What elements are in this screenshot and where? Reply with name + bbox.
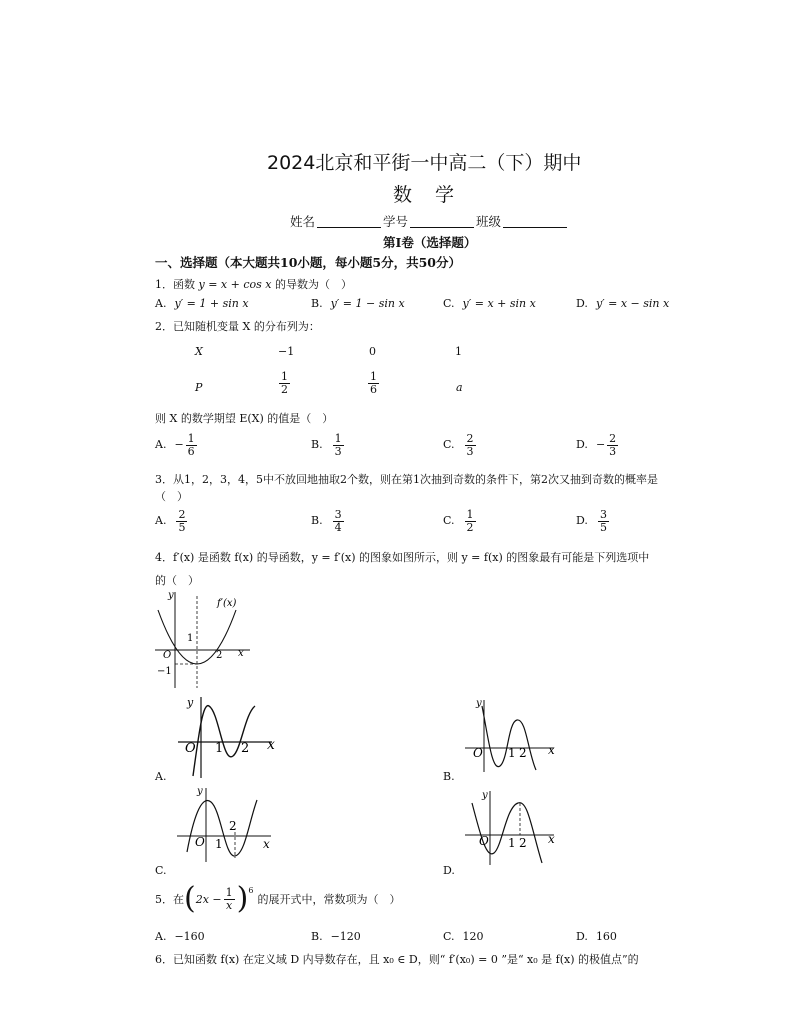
y-label: y xyxy=(168,590,174,601)
q5-stem xyxy=(155,881,401,916)
exam-title: 2024北京和平街一中高二（下）期中 xyxy=(267,152,582,174)
denominator: 4 xyxy=(334,520,342,534)
origin-label: O xyxy=(473,746,483,760)
option-sign: − xyxy=(595,438,606,452)
two-label: 2 xyxy=(216,650,223,661)
q2-table-x3: 1 xyxy=(455,345,462,358)
two-label: 2 xyxy=(519,836,527,850)
x-label: x xyxy=(238,648,244,659)
left-paren: ( xyxy=(184,881,196,916)
q4-option-b-label[interactable]: B. xyxy=(443,770,455,783)
right-paren: ) xyxy=(236,881,249,916)
option-label: A. xyxy=(155,438,167,452)
denominator: 3 xyxy=(334,444,342,458)
two-label: 2 xyxy=(229,819,237,833)
numerator: 2 xyxy=(609,432,617,445)
denominator: x xyxy=(226,898,233,912)
name-label: 姓名 xyxy=(290,214,316,229)
q3-stem-line2: （ ） xyxy=(155,490,188,503)
q2-table-p2 xyxy=(366,371,381,395)
volume-title: 第I卷（选择题） xyxy=(383,235,477,250)
q4-graph-a[interactable] xyxy=(175,692,285,782)
option-sign: − xyxy=(174,438,184,452)
option-label: B. xyxy=(311,514,323,528)
denominator: 6 xyxy=(370,382,377,396)
class-label: 班级 xyxy=(476,214,502,229)
denominator: 5 xyxy=(178,520,186,534)
option-label: C. xyxy=(443,297,455,310)
option-label: D. xyxy=(576,438,588,452)
q1-stem-c: 的导数为（ ） xyxy=(274,278,352,291)
q1-stem-a: 1．函数 xyxy=(155,278,195,291)
q4-graph-d[interactable] xyxy=(462,785,562,867)
q2-table-x2: 0 xyxy=(369,345,376,358)
q2-table-p1 xyxy=(277,371,292,395)
option-label: B. xyxy=(311,930,323,943)
q5-option-b[interactable] xyxy=(311,930,361,943)
q2-table-p3: a xyxy=(456,381,463,394)
id-label: 学号 xyxy=(383,214,409,229)
one-label: 1 xyxy=(215,837,223,851)
q4-option-a-label[interactable]: A. xyxy=(155,770,167,783)
subject-title: 数 学 xyxy=(393,184,457,206)
numerator: 3 xyxy=(334,508,342,521)
q5-stem-a: 5．在 xyxy=(155,893,184,906)
option-label: A. xyxy=(155,514,167,528)
q1-function: y = x + cos x xyxy=(198,278,272,291)
option-label: C. xyxy=(443,930,455,943)
option-label: A. xyxy=(155,930,167,943)
q4-stem-line1: 4．f′(x) 是函数 f(x) 的导函数，y = f′(x) 的图象如图所示，则 y = f(x) 的图象最有可能是下列选项中 xyxy=(155,551,650,564)
denominator: 3 xyxy=(609,444,617,458)
q2-table-x1: −1 xyxy=(278,345,295,358)
one-label: 1 xyxy=(508,746,516,760)
origin-label: O xyxy=(195,835,205,849)
section-title: 一、选择题（本大题共10小题，每小题5分，共50分） xyxy=(155,255,461,270)
q1-stem xyxy=(155,276,352,292)
q3-option-c[interactable] xyxy=(443,509,478,533)
numerator: 1 xyxy=(370,370,377,383)
numerator: 1 xyxy=(187,432,195,445)
q3-stem-line1: 3．从1，2，3，4，5中不放回地抽取2个数，则在第1次抽到奇数的条件下，第2次又抽到奇数的概率是 xyxy=(155,473,658,486)
q4-option-c-label[interactable]: C. xyxy=(155,864,167,877)
numerator: 1 xyxy=(334,432,342,445)
y-label: y xyxy=(197,786,203,797)
name-blank[interactable] xyxy=(317,215,381,228)
two-label: 2 xyxy=(519,746,527,760)
q2-table-p-header: P xyxy=(195,381,203,394)
q2-table-x-header: X xyxy=(195,345,203,358)
option-label: D. xyxy=(576,297,588,310)
option-label: C. xyxy=(443,438,455,452)
origin-label: O xyxy=(479,834,489,848)
option-text: 120 xyxy=(462,930,484,943)
q4-option-d-label[interactable]: D. xyxy=(443,864,455,877)
denominator: 2 xyxy=(281,382,288,396)
q2-option-b[interactable] xyxy=(311,433,346,457)
q1-option-c[interactable] xyxy=(443,297,536,310)
y-label: y xyxy=(187,696,194,709)
student-info-line xyxy=(290,212,569,230)
id-blank[interactable] xyxy=(410,215,474,228)
option-text: y′ = x − sin x xyxy=(595,297,670,310)
two-label: 2 xyxy=(241,741,250,756)
numerator: 2 xyxy=(466,432,474,445)
option-text: y′ = 1 + sin x xyxy=(174,297,249,310)
derivative-graph-figure xyxy=(150,588,260,690)
q5-option-a[interactable] xyxy=(155,930,205,943)
option-text: y′ = 1 − sin x xyxy=(330,297,405,310)
one-label: 1 xyxy=(508,836,516,850)
q5-option-d[interactable] xyxy=(576,930,617,943)
fprime-label: f′(x) xyxy=(217,598,237,609)
q4-graph-c[interactable] xyxy=(175,782,280,864)
curve xyxy=(482,706,536,770)
q5-option-c[interactable] xyxy=(443,930,484,943)
q2-option-a[interactable] xyxy=(155,433,199,457)
q4-stem-line2: 的（ ） xyxy=(155,574,199,587)
option-label: B. xyxy=(311,297,323,310)
denominator: 2 xyxy=(466,520,474,534)
numerator: 3 xyxy=(599,508,607,521)
y-label: y xyxy=(482,790,488,801)
origin-label: O xyxy=(185,741,196,756)
numerator: 1 xyxy=(225,885,233,899)
option-text: −160 xyxy=(174,930,205,943)
numerator: 1 xyxy=(466,508,474,521)
option-label: A. xyxy=(155,297,167,310)
option-label: D. xyxy=(576,930,588,943)
q6-stem: 6．已知函数 f(x) 在定义域 D 内导数存在，且 x₀ ∈ D，则“ f′(x₀) = 0 ”是“ x₀ 是 f(x) 的极值点”的 xyxy=(155,953,639,966)
x-label: x xyxy=(548,743,555,757)
q2-option-c[interactable] xyxy=(443,433,478,457)
exponent: 6 xyxy=(248,886,254,895)
one-label: 1 xyxy=(187,633,194,644)
q3-option-d[interactable] xyxy=(576,509,611,533)
q1-option-d[interactable] xyxy=(576,297,669,310)
curve xyxy=(472,803,542,863)
q2-option-d[interactable] xyxy=(576,433,620,457)
q2-stem: 2．已知随机变量 X 的分布列为： xyxy=(155,320,320,333)
q3-option-b[interactable] xyxy=(311,509,346,533)
denominator: 3 xyxy=(466,444,474,458)
one-label: 1 xyxy=(215,741,224,756)
neg-one-label: −1 xyxy=(157,666,172,677)
q4-graph-b[interactable] xyxy=(462,694,562,774)
q1-option-b[interactable] xyxy=(311,297,405,310)
denominator: 6 xyxy=(187,444,195,458)
option-label: D. xyxy=(576,514,588,528)
y-label: y xyxy=(476,698,482,709)
numerator: 2 xyxy=(178,508,186,521)
q3-option-a[interactable] xyxy=(155,509,189,533)
option-label: B. xyxy=(311,438,323,452)
x-label: x xyxy=(548,832,555,846)
x-label: x xyxy=(263,837,270,851)
numerator: 1 xyxy=(281,370,288,383)
class-blank[interactable] xyxy=(503,215,567,228)
q2-ask: 则 X 的数学期望 E(X) 的值是（ ） xyxy=(155,412,334,425)
denominator: 5 xyxy=(599,520,607,534)
option-label: C. xyxy=(443,514,455,528)
q5-binomial: 2x − xyxy=(195,892,222,906)
option-text: −120 xyxy=(330,930,361,943)
option-text: y′ = x + sin x xyxy=(462,297,536,310)
q1-option-a[interactable] xyxy=(155,297,249,310)
x-label: x xyxy=(267,737,275,753)
q5-stem-b: 的展开式中，常数项为（ ） xyxy=(257,893,401,906)
option-text: 160 xyxy=(595,930,617,943)
origin-label: O xyxy=(163,650,172,661)
